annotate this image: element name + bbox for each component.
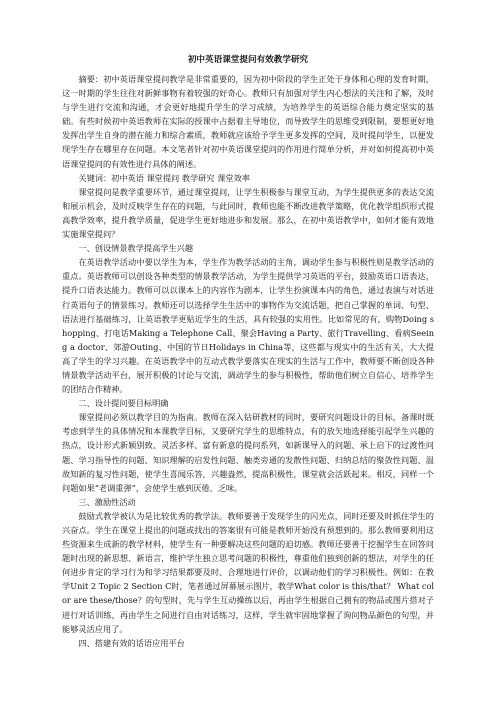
section-body-3: 鼓励式教学被认为是比较优秀的教学法。教师要善于发现学生的闪光点，同时还要及时抓住学生的兴奋点。学生在课堂上提出的问题或找出的答案很有可能是教师开始没有预想到的。那么教师要利用这些资源来生成新的教学材料，使学生有一种要解决这些问题的迫切感。教师还要善于挖掘学生在回答问题时出现的新思想、新语言，维护学生独立思考问题的积极性，尊重他们独到创新的想法，对学生的任何进步肯定的学习行为和学习结果都要及时、合理地进行评价，以调动他们的学习积极性。例如：在教学Unit 2 Topic 2 Section C时，笔者通过屏幕展示图片，教学What color is this/that？ What color are these/those？的句型时，先与学生互动操练以后，再由学生根据自己拥有的物品或图片搭对子进行对话训练，再由学生之间进行自由对话练习，这样，学生就牢固地掌握了询问物品颜色的句型，并能够灵活应用了。 (62, 510, 434, 634)
document-title: 初中英语课堂提问有效教学研究 (187, 55, 309, 65)
section-heading-4: 四、搭建有效的话语应用平台 (78, 637, 185, 648)
keywords-line: 关键词：初中英语 课堂提问 教学研究 课堂效率 (78, 172, 250, 183)
section-body-2: 课堂提问必须以教学目的为指南。教师在深入钻研教材的同时，要研究问题设计的目标，备课时既考虑到学生的具体情况和本课教学目标，又要研究学生的思维特点，有的放矢地选择能引起学生兴趣的热点，设计形式新颖别致、灵活多样、富有新意的提问系列，如新课导入的问题、承上启下的过渡性问题、学习指导性的问题、知识理解的启发性问题、触类旁通的发散性问题、归纳总结的聚敛性问题、温故知新的复习性问题，使学生喜闻乐答，兴趣盎然，提高积极性，课堂就会活跃起来。相反，同样一个问题如果“老调重弹”，会使学生感到厌倦、乏味。 (62, 412, 434, 493)
intro-paragraph: 课堂提问是教学重要环节，通过课堂提问，让学生积极参与课堂互动，为学生提供更多的表达交流和展示机会，及时反映学生存在的问题，与此同时，教师也能不断改进教学策略，优化教学组织形式提高教学效率，提升教学质量，促进学生更好地进步和发展。那么，在初中英语教学中，如何才能有效地实施课堂提问？ (62, 186, 434, 240)
section-body-1: 在英语教学活动中要以学生为本，学生作为教学活动的主角，调动学生参与积极性则是教学活动的重点。英语教师可以创设各种类型的情景教学活动，为学生提供学习英语的平台，鼓励英语口语表达，提升口语表达能力。教师可以以课本上的内容作为剧本，让学生扮演课本内的角色，通过表演与对话进行英语句子的情景练习。教师还可以选择学生生活中的事物作为交流话题，把自己掌握的单词、句型、语法进行基础练习，让英语教学更贴近学生的生活，具有较强的实用性。比如常见的有，购物Doing shopping、打电话Making a Telephone Call、聚会Having a Party、旅行Travelling、看病Seeing a doctor、郊游Outing、中国的节日Holidays in China等，这些都与现实中的生活有关，大大提高了学生的学习兴趣。在英语教学中的互动式教学要落实在现实的生活与工作中，教师要不断创设各种情景教学活动平台，展开积极的讨论与交流，调动学生的参与积极性，帮助他们树立自信心，培养学生的团结合作精神。 (62, 257, 434, 395)
section-heading-2: 二、设计提问要目标明确 (78, 398, 169, 409)
section-heading-1: 一、创设情景教学提高学生兴趣 (78, 243, 194, 254)
document-body (62, 54, 434, 650)
section-heading-3: 三、激励性活动 (78, 496, 136, 507)
abstract-paragraph: 摘要：初中英语课堂提问教学是非常重要的，因为初中阶段的学生正处于身体和心理的发育时期，这一时期的学生往往对新鲜事物有着较强的好奇心。教师只有加强对学生内心想法的关注和了解，及时与学生进行交流和沟通，才会更好地提升学生的学习成绩，为培养学生的英语综合能力奠定坚实的基础。有些时候初中英语教师在实际的授课中占据着主导地位，而导致学生的思维受到限制，要想更好地发挥出学生自身的潜在能力和综合素质，教师就应该给予学生更多发挥的空间，及时提问学生，以便发现学生存在哪里存在问题。本文笔者针对初中英语课堂提问的作用进行简单分析，并对如何提高初中英语课堂提问的有效性进行具体的阐述。 (62, 74, 434, 169)
